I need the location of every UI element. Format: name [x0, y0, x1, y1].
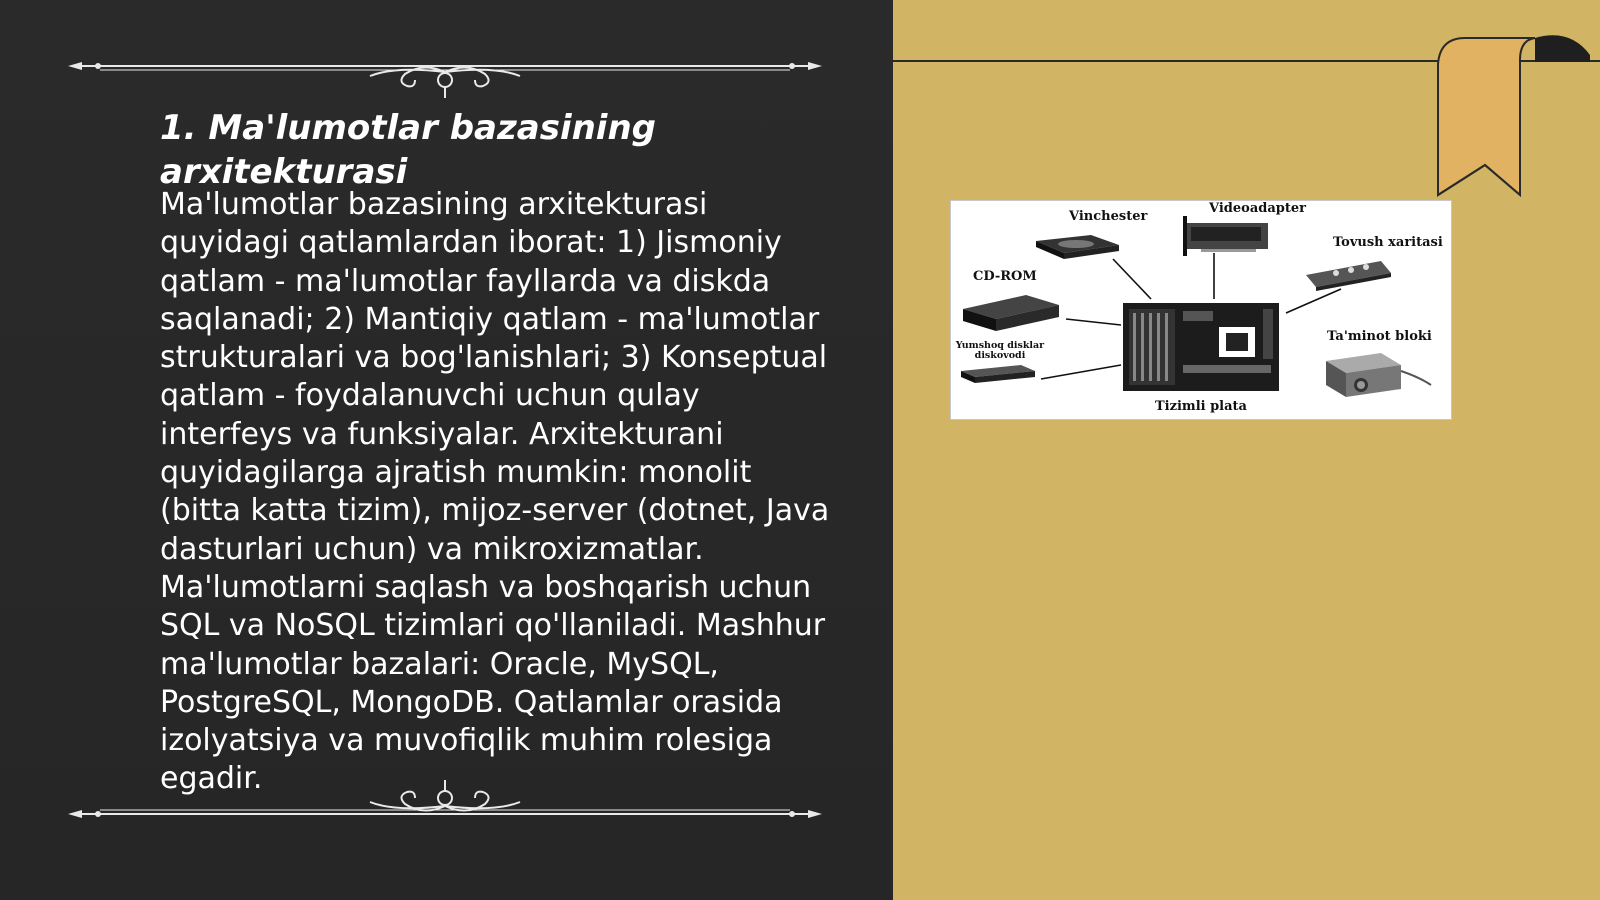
top-ornament-divider: [60, 50, 830, 110]
label-taminot-bloki: Ta'minot bloki: [1327, 329, 1432, 344]
sound-card-icon: [1306, 261, 1391, 291]
floppy-drive-icon: [961, 365, 1035, 383]
label-yumshoq-disklar: Yumshoq disklar diskovodi: [955, 340, 1045, 361]
label-tovush-xaritasi: Tovush xaritasi: [1333, 235, 1443, 250]
hard-disk-icon: [1036, 235, 1119, 259]
diagram-drawing: [951, 201, 1451, 419]
label-vinchester: Vinchester: [1069, 209, 1148, 224]
label-tizimli-plata: Tizimli plata: [1155, 399, 1247, 414]
computer-components-diagram: [950, 200, 1452, 420]
label-cd-rom: CD-ROM: [973, 269, 1037, 284]
bookmark-ribbon-icon: [1430, 30, 1600, 200]
cd-rom-drive-icon: [963, 295, 1059, 331]
motherboard-icon: [1123, 303, 1279, 391]
label-videoadapter: Videoadapter: [1209, 201, 1306, 216]
power-supply-icon: [1326, 353, 1431, 397]
slide-body-text: Ma'lumotlar bazasining arxitekturasi quyidagi qatlamlardan iborat: 1) Jismoniy qatlam - ma'lumotlar fayllarda va diskda saqlanadi; 2) Mantiqiy qatlam - ma'lumotlar strukturalari va bog'lanishlari; 3) Konseptual qatlam - foydalanuvchi uchun qulay interfeys va funksiyalar. Arxitekturani quyidagilarga ajratish mumkin: monolit (bitta katta tizim), mijoz-server (dotnet, Java dasturlari uchun) va mikroxizmatlar. Ma'lumotlarni saqlash va boshqarish uchun SQL va NoSQL tizimlari qo'llaniladi. Mashhur ma'lumotlar bazalari: Oracle, MySQL, PostgreSQL, MongoDB. Qatlamlar orasida izolyatsiya va muvofiqlik muhim rolesiga egadir.: [160, 187, 830, 797]
slide-title: 1. Ma'lumotlar bazasining arxitekturasi: [160, 108, 657, 192]
video-card-icon: [1183, 216, 1268, 256]
